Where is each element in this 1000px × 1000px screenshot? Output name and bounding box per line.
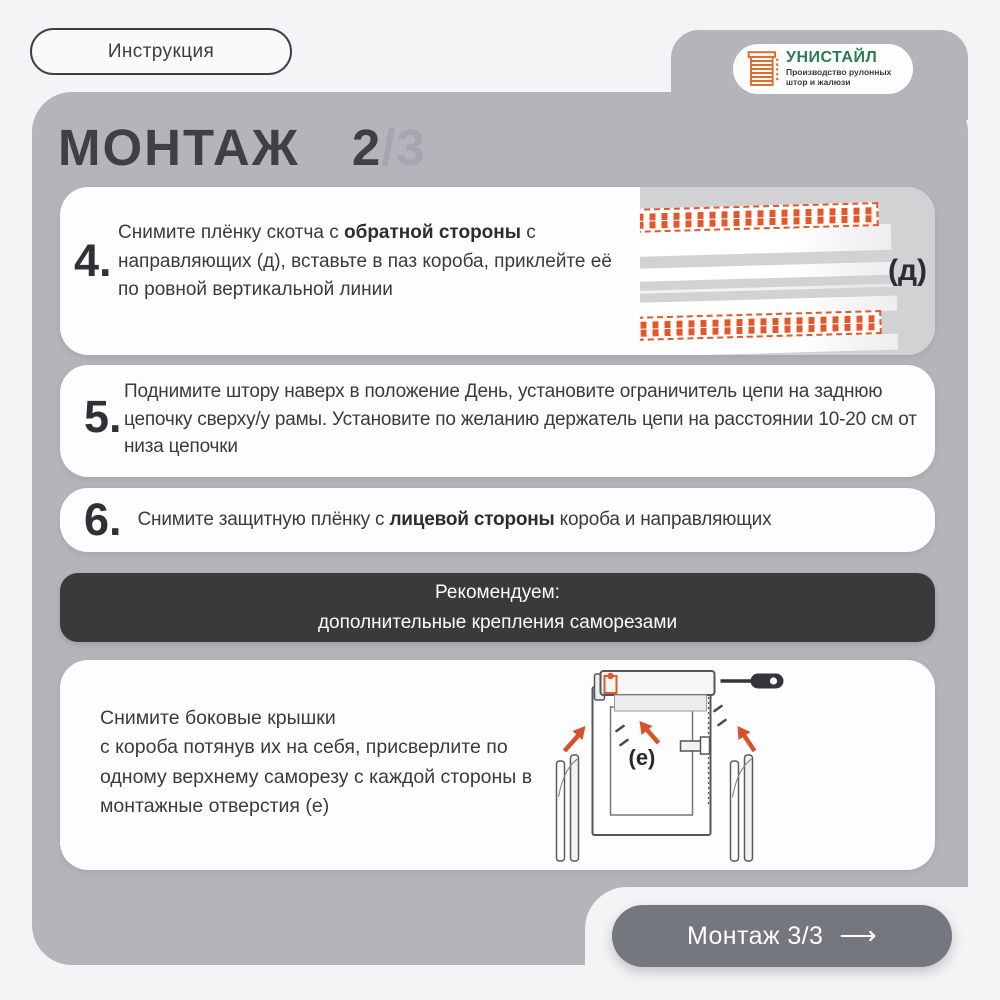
step-4-number: 4.: [74, 235, 112, 286]
recommendation-banner: [60, 573, 935, 642]
step-6-number: 6.: [84, 494, 122, 545]
page-divider: /: [381, 119, 397, 176]
rail-slat: [640, 262, 892, 282]
step-4-photo: [640, 187, 935, 355]
rail-slat: [640, 284, 892, 294]
page-title-word: МОНТАЖ: [58, 119, 300, 176]
step-4-text: Снимите плёнку скотча с обратной стороны с направляющих (д), вставьте в паз короба, приклейте её по ровной вертикальной линии: [118, 222, 612, 300]
step-6-bold: лицевой стороны: [389, 508, 555, 530]
step-5-text: Поднимите штору наверх в положение День, установите ограничитель цепи на заднюю цепочку сверху/у рамы. Установите по желанию держатель цепи на расстоянии 10-20 см от низа цепочки: [124, 381, 917, 458]
step-6-text: Снимите защитную плёнку с лицевой стороны короба и направляющих: [137, 508, 772, 530]
step-4-bold: обратной стороны: [343, 222, 521, 243]
brand-texts: [786, 50, 891, 87]
page-total: 3: [396, 119, 426, 176]
rail-photo-bars: [640, 187, 916, 355]
installation-diagram: [552, 665, 792, 865]
brand-logo: [733, 44, 913, 94]
recommendation-line1: Рекомендуем:: [435, 582, 560, 604]
page-current: 2: [351, 119, 382, 176]
diagram-label: (e): [628, 745, 656, 770]
next-page-button[interactable]: [612, 905, 952, 967]
screwdriver-icon: [721, 674, 784, 689]
brand-tagline-line1: Производство рулонных: [786, 67, 892, 78]
step-5-number: 5.: [84, 391, 122, 442]
step-4-card: [60, 187, 935, 355]
right-rails: [731, 755, 753, 861]
next-page-label: Монтаж 3/3: [687, 921, 824, 950]
page-title: [58, 118, 426, 177]
step-7-text: Снимите боковые крышки с короба потянув их на себя, присверлите по одному верхнему саморезу с каждой стороны в монтажные отверстия (е): [100, 707, 533, 817]
instruction-badge[interactable]: [30, 28, 292, 75]
blinds-icon: [747, 50, 779, 88]
instruction-badge-label: Инструкция: [107, 40, 215, 62]
step-5-card: [60, 365, 935, 477]
brand-name: УНИСТАЙЛ: [786, 49, 878, 67]
left-rails: [557, 755, 579, 861]
brand-tagline-line2: штор и жалюзи: [786, 77, 851, 88]
recommendation-line2: дополнительные крепления саморезами: [317, 611, 678, 633]
title-page-indicator: [352, 118, 426, 177]
arrow-right-icon: ⟶: [839, 919, 877, 950]
step-7-card: [60, 660, 935, 870]
step-6-card: [60, 488, 935, 552]
photo-label: (д): [887, 254, 927, 287]
